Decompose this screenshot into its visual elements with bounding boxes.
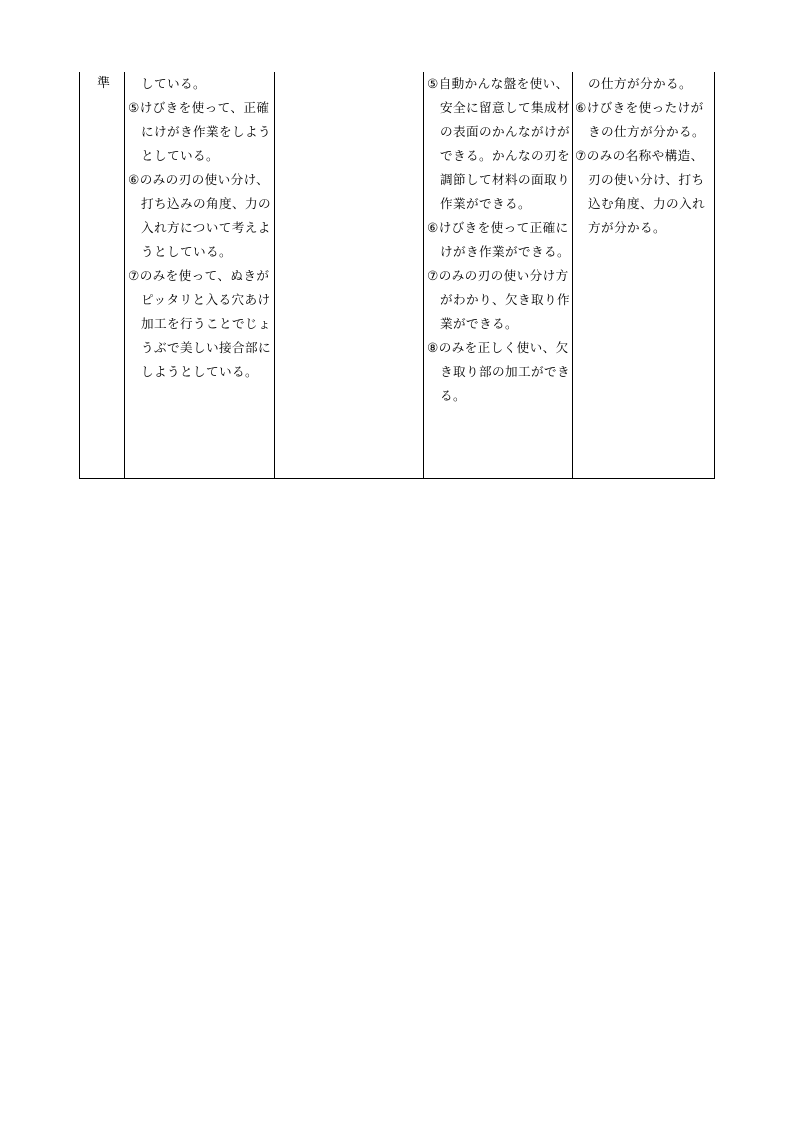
list-item: ⑥けびきを使ったけがきの仕方が分かる。 <box>575 100 705 139</box>
list-item: ⑤自動かんな盤を使い、安全に留意して集成材の表面のかんながけができる。かんなの刃を調節して材料の面取り作業ができる。 <box>427 76 570 211</box>
list-item: ⑤けびきを使って、正確にけがき作業をしようとしている。 <box>128 100 271 163</box>
list-item: ⑦のみを使って、ぬきがピッタリと入る穴あけ加工を行うことでじょうぶで美しい接合部にしようとしている。 <box>128 268 271 379</box>
list-item: している。 <box>141 76 206 91</box>
list-item: ⑥けびきを使って正確にけがき作業ができる。 <box>427 220 570 259</box>
knowledge-criteria-cell <box>573 72 714 478</box>
attitude-criteria-cell <box>125 72 275 478</box>
evaluation-criteria-table <box>79 72 715 479</box>
empty-criteria-cell <box>275 72 424 478</box>
list-item: ⑧のみを正しく使い、欠き取り部の加工ができる。 <box>427 340 570 403</box>
row-header-label: 準 <box>97 76 111 91</box>
list-item: ⑥のみの刃の使い分け、打ち込みの角度、力の入れ方について考えようとしている。 <box>128 172 271 259</box>
list-item: ⑦のみの刃の使い分け方がわかり、欠き取り作業ができる。 <box>427 268 570 331</box>
skill-criteria-cell <box>424 72 573 478</box>
list-item: ⑦のみの名称や構造、刃の使い分け、打ち込む角度、力の入れ方が分かる。 <box>575 148 705 235</box>
list-item: の仕方が分かる。 <box>588 76 692 91</box>
row-header-cell <box>80 72 125 478</box>
